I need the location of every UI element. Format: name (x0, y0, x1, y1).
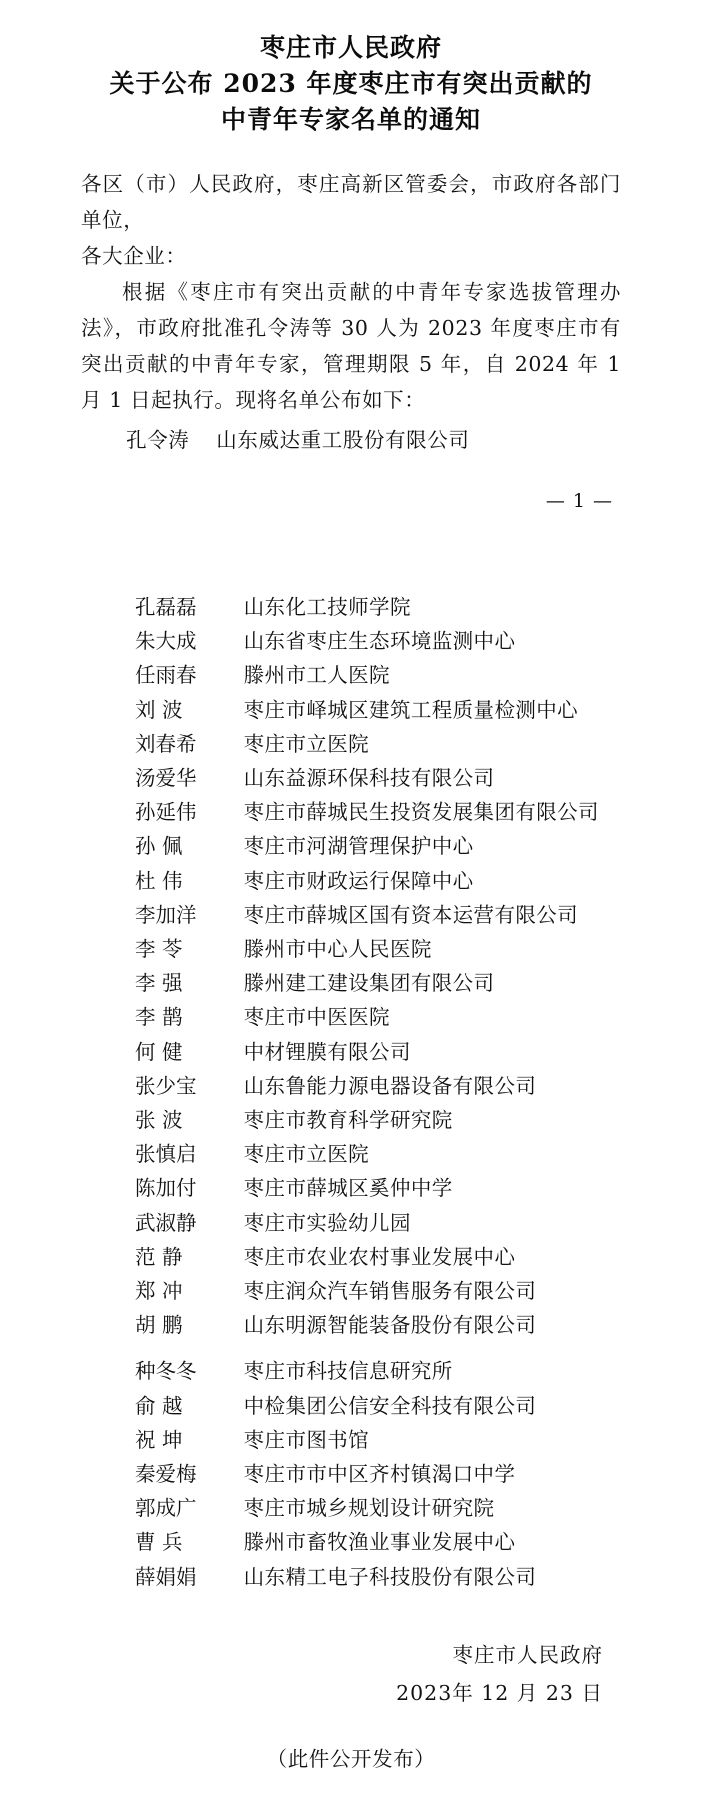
list-item (81, 727, 621, 761)
list-item (81, 1525, 621, 1559)
list-item-org: 枣庄市市中区齐村镇渴口中学 (243, 1462, 516, 1487)
main-paragraph: 根据《枣庄市有突出贡献的中青年专家选拔管理办法》，市政府批准孔令涛等 30 人为 2023 年度枣庄市有突出贡献的中青年专家，管理期限 5 年，自 2024 年 1 月 1 日起执行。现将名单公布如下： (81, 280, 621, 412)
list-item (81, 761, 621, 795)
list-item-org: 枣庄市农业农村事业发展中心 (243, 1244, 516, 1269)
list-item-org: 枣庄市图书馆 (243, 1427, 370, 1452)
list-item-name: 孙 佩 (135, 834, 183, 859)
page-number: — 1 — (545, 490, 613, 512)
list-item-org: 枣庄市薛城区奚仲中学 (243, 1176, 453, 1201)
list-item-name: 张少宝 (135, 1073, 197, 1098)
list-item-name: 薛娟娟 (135, 1564, 197, 1589)
list-item-org: 枣庄市财政运行保障中心 (243, 868, 474, 893)
list-item-name: 陈加付 (135, 1176, 197, 1201)
list-item-org: 山东益源环保科技有限公司 (243, 766, 495, 791)
list-item (81, 1308, 621, 1342)
list-item-org: 枣庄润众汽车销售服务有限公司 (243, 1279, 537, 1304)
list-item-name: 曹 兵 (135, 1530, 183, 1555)
list-item-name: 俞 越 (135, 1393, 183, 1418)
footer-note: （此件公开发布） (266, 1746, 436, 1771)
document-title (0, 0, 702, 138)
list-item-org: 山东省枣庄生态环境监测中心 (243, 629, 516, 654)
list-item-org: 山东鲁能力源电器设备有限公司 (243, 1073, 537, 1098)
list-item-name: 张慎启 (135, 1142, 197, 1167)
list-item-org: 枣庄市城乡规划设计研究院 (243, 1496, 495, 1521)
list-item-name: 孔磊磊 (135, 595, 197, 619)
list-item (81, 1389, 621, 1423)
title-line-1: 枣庄市人民政府 (259, 33, 442, 62)
list-item (81, 932, 621, 966)
list-item (81, 1103, 621, 1137)
list-item-org: 枣庄市立医院 (243, 731, 370, 756)
list-item-name: 刘春希 (135, 731, 197, 756)
list-item-org: 枣庄市科技信息研究所 (243, 1359, 453, 1384)
list-item-org: 枣庄市实验幼儿园 (243, 1210, 411, 1235)
list-item (81, 1560, 621, 1594)
list-item (81, 1206, 621, 1240)
list-item-name: 孙延伟 (135, 800, 197, 825)
list-item-org: 滕州市畜牧渔业事业发展中心 (243, 1530, 516, 1555)
list-item-org: 山东精工电子科技股份有限公司 (243, 1564, 537, 1589)
list-item-org: 枣庄市立医院 (243, 1142, 370, 1167)
list-item-org: 枣庄市峄城区建筑工程质量检测中心 (243, 697, 579, 722)
list-item-org: 枣庄市中医医院 (243, 1005, 390, 1030)
list-item-name: 朱大成 (135, 629, 197, 654)
list-item-name: 何 健 (135, 1039, 183, 1064)
list-item (81, 966, 621, 1000)
list-item-name: 胡 鹏 (135, 1313, 183, 1338)
list-item-org: 山东明源智能装备股份有限公司 (243, 1313, 537, 1338)
list-item (81, 829, 621, 863)
list-item-org: 中检集团公信安全科技有限公司 (243, 1393, 537, 1418)
list-item (81, 693, 621, 727)
list-item (81, 624, 621, 658)
list-item-org: 枣庄市河湖管理保护中心 (243, 834, 474, 859)
list-item (81, 1137, 621, 1171)
list-item-name: 李 鹊 (135, 1005, 183, 1030)
list-item-org: 枣庄市薛城民生投资发展集团有限公司 (243, 800, 599, 825)
signature-organization: 枣庄市人民政府 (452, 1642, 603, 1667)
list-item-org: 中材锂膜有限公司 (243, 1039, 411, 1064)
list-item-org: 枣庄市教育科学研究院 (243, 1108, 453, 1133)
list-item-org: 滕州市工人医院 (243, 663, 390, 688)
list-item (81, 1423, 621, 1457)
list-item (81, 1274, 621, 1308)
list-item (81, 898, 621, 932)
list-item-org: 山东化工技师学院 (243, 595, 411, 619)
list-item (81, 658, 621, 692)
list-item (81, 1240, 621, 1274)
list-item-org: 滕州市中心人民医院 (243, 937, 432, 962)
signature-date: 2023年 12 月 23 日 (396, 1680, 603, 1705)
list-item-name: 武淑静 (135, 1210, 197, 1235)
list-item (81, 1457, 621, 1491)
list-item (81, 864, 621, 898)
list-item (81, 1000, 621, 1034)
list-item-name: 李 强 (135, 971, 183, 996)
list-item (81, 795, 621, 829)
list-item (81, 590, 621, 624)
signature-block (63, 1594, 639, 1712)
salutation-line-1: 各区（市）人民政府，枣庄高新区管委会，市政府各部门单位， (81, 172, 621, 232)
list-item-name: 郑 冲 (135, 1279, 183, 1304)
list-item (81, 1069, 621, 1103)
salutation-line-2: 各大企业： (81, 244, 187, 268)
list-item (81, 1171, 621, 1205)
list-item-name: 李 苓 (135, 937, 183, 962)
list-item-name: 李加洋 (135, 902, 197, 927)
list-item-org: 枣庄市薛城区国有资本运营有限公司 (243, 902, 579, 927)
list-item (81, 1035, 621, 1069)
expert-name-list (81, 584, 621, 1594)
document-body (81, 138, 621, 458)
list-item-name: 张 波 (135, 1108, 183, 1133)
title-line-3: 中青年专家名单的通知 (220, 105, 481, 134)
list-item-name: 杜 伟 (135, 868, 183, 893)
list-item-name: 种冬冬 (135, 1359, 197, 1384)
list-item-name: 汤爱华 (135, 766, 197, 791)
title-line-2: 关于公布 2023 年度枣庄市有突出贡献的 (109, 69, 593, 98)
list-item-name: 郭成广 (135, 1496, 197, 1521)
list-item-name: 祝 坤 (135, 1427, 183, 1452)
list-item-org: 滕州建工建设集团有限公司 (243, 971, 495, 996)
list-item (81, 1354, 621, 1388)
first-list-item-org: 山东威达重工股份有限公司 (216, 428, 470, 452)
list-item (81, 1491, 621, 1525)
list-column-gap (81, 1342, 621, 1354)
list-item-name: 秦爱梅 (135, 1462, 197, 1487)
list-item-name: 任雨春 (135, 663, 197, 688)
list-item-name: 刘 波 (135, 697, 183, 722)
page-break-gap (0, 518, 702, 584)
first-list-item-name: 孔令涛 (126, 428, 190, 452)
list-item-name: 范 静 (135, 1244, 183, 1269)
first-list-item (81, 422, 621, 458)
